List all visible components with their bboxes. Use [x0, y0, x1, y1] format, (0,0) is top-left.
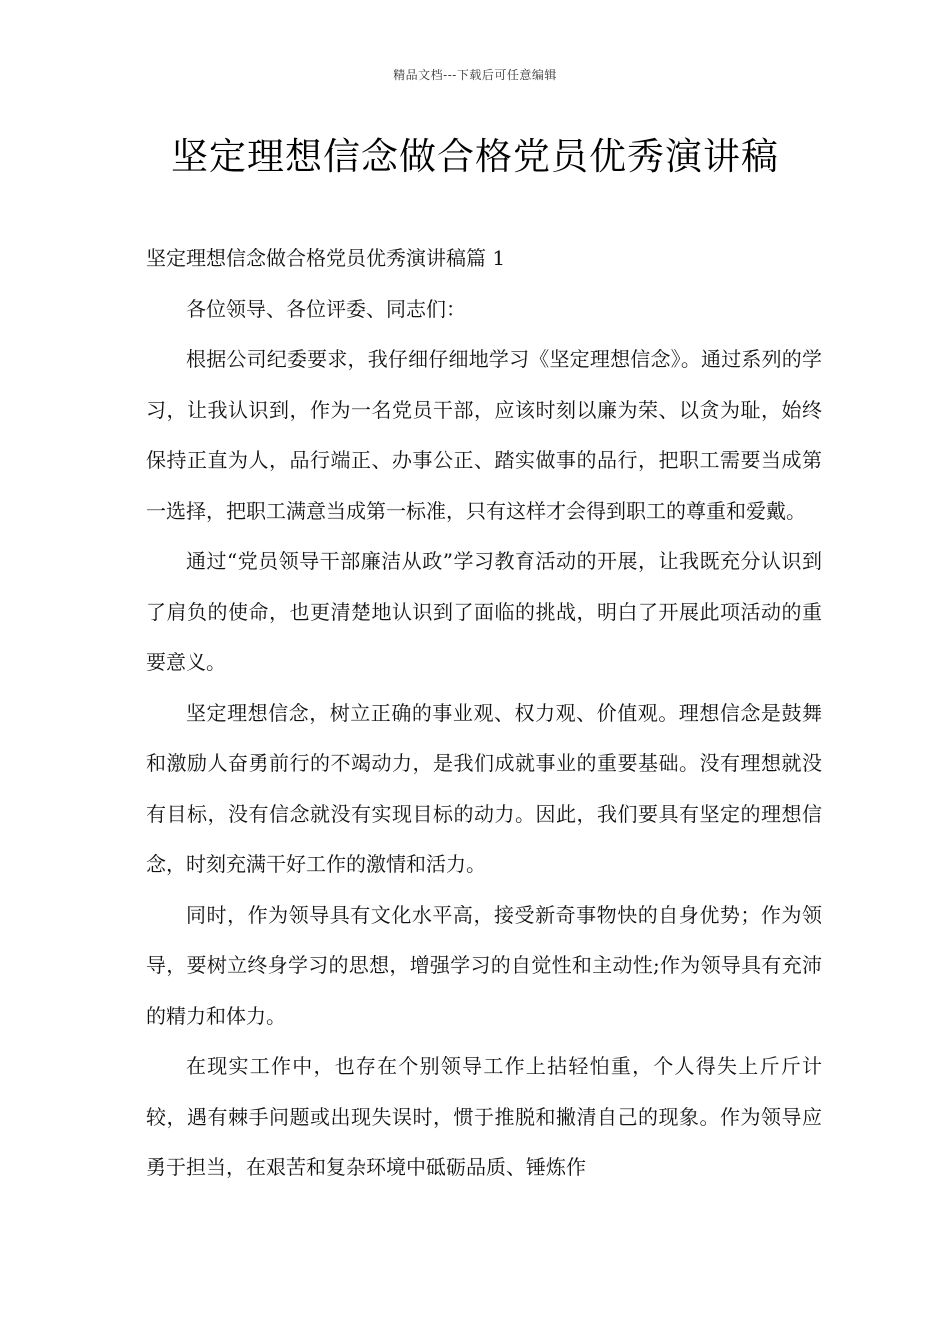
- document-title: 坚定理想信念做合格党员优秀演讲稿: [171, 135, 779, 178]
- body-paragraph: 根据公司纪委要求，我仔细仔细地学习《坚定理想信念》。通过系列的学习，让我认识到，作为一名党员干部，应该时刻以廉为荣、以贪为耻，始终保持正直为人，品行端正、办事公正、踏实做事的品行，把职工需要当成第一选择，把职工满意当成第一标准，只有这样才会得到职工的尊重和爱戴。: [146, 347, 822, 523]
- greeting-paragraph: 各位领导、各位评委、同志们：: [186, 296, 466, 321]
- body-paragraph: 坚定理想信念，树立正确的事业观、权力观、价值观。理想信念是鼓舞和激励人奋勇前行的不竭动力，是我们成就事业的重要基础。没有理想就没有目标，没有信念就没有实现目标的动力。因此，我们要具有坚定的理想信念，时刻充满干好工作的激情和活力。: [146, 700, 822, 876]
- body-paragraph: 通过“党员领导干部廉洁从政”学习教育活动的开展，让我既充分认识到了肩负的使命，也更清楚地认识到了面临的挑战，明白了开展此项活动的重要意义。: [146, 549, 822, 674]
- body-paragraph: 在现实工作中，也存在个别领导工作上拈轻怕重，个人得失上斤斤计较，遇有棘手问题或出现失误时，惯于推脱和撇清自己的现象。作为领导应勇于担当，在艰苦和复杂环境中砥砺品质、锤炼作: [146, 1054, 822, 1179]
- document-body: [146, 233, 822, 1193]
- header-note: 精品文档---下载后可任意编辑: [393, 68, 557, 82]
- section-heading: 坚定理想信念做合格党员优秀演讲稿篇 1: [146, 246, 506, 270]
- body-paragraph: 同时，作为领导具有文化水平高，接受新奇事物快的自身优势；作为领导，要树立终身学习的思想，增强学习的自觉性和主动性;作为领导具有充沛的精力和体力。: [146, 902, 822, 1028]
